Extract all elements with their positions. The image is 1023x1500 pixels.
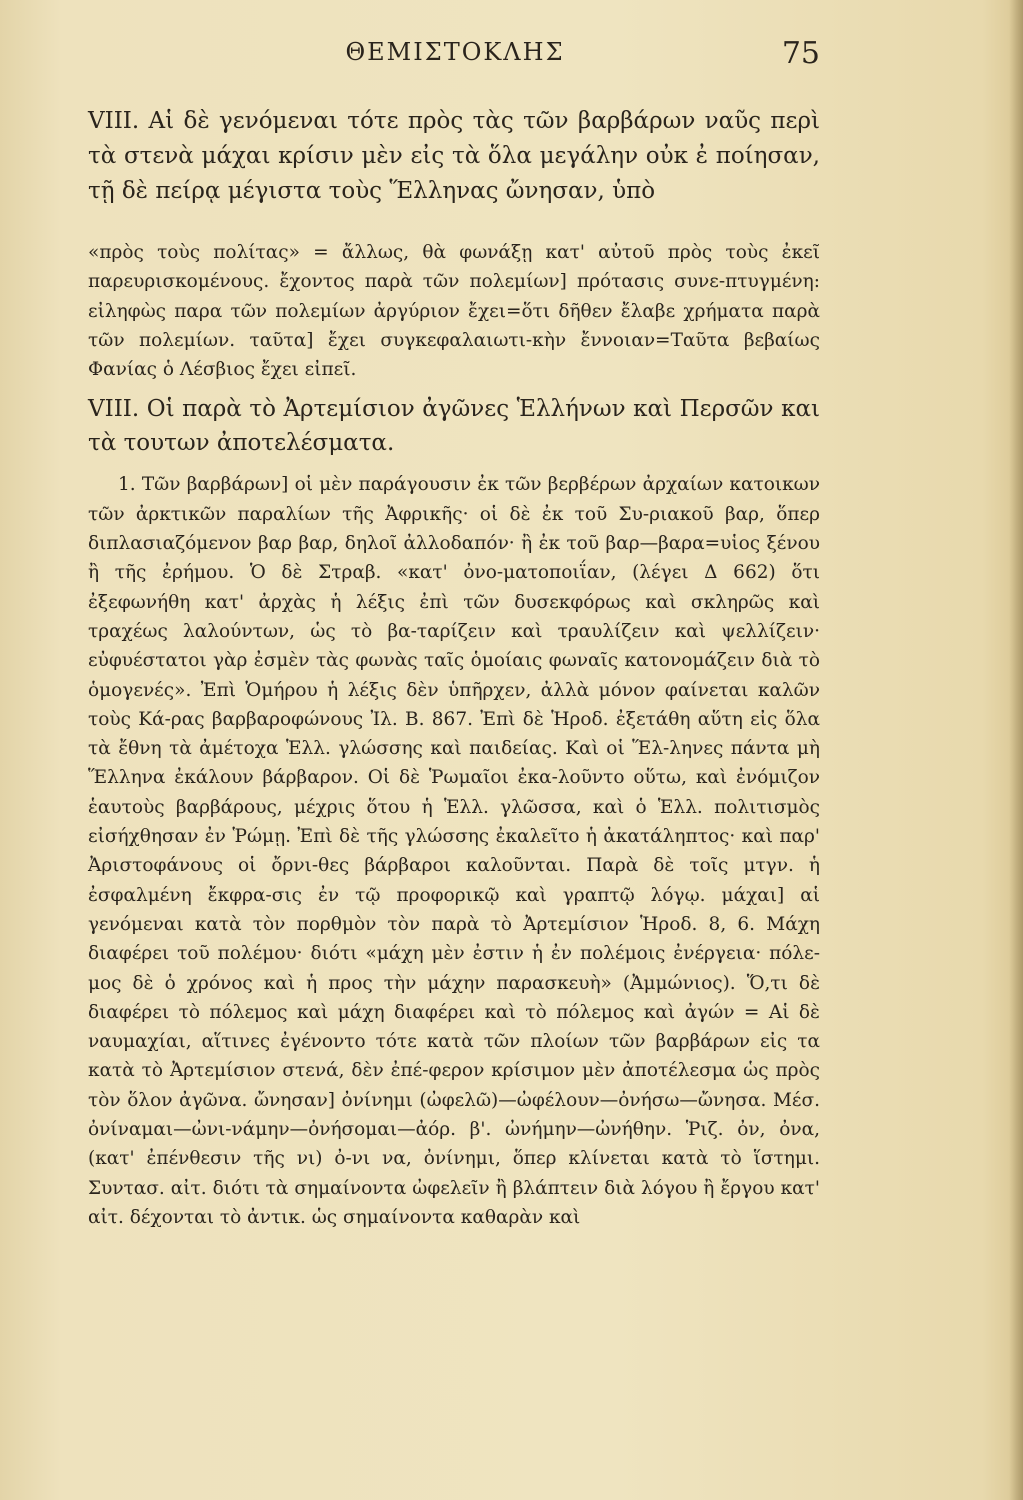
page-number: 75 [781, 36, 820, 71]
note-paragraph-1: «πρὸς τοὺς πολίτας» = ἄλλως, θὰ φωνάξῃ κατ' αὐτοῦ πρὸς τοὺς ἐκεῖ παρευρισκομένους. ἔχοντος παρὰ τῶν πολεμίων] πρότασις συνε-πτυγμένη: εἰληφὼς παρα τῶν πολεμίων ἀργύριον ἔχει=ὅτι δῆθεν ἔλαβε χρήματα παρὰ τῶν πολεμίων. ταῦτα] ἔχει συγκεφαλαιωτι-κὴν ἔννοιαν=Ταῦτα βεβαίως Φανίας ὁ Λέσβιος ἔχει εἰπεῖ. [88, 242, 820, 381]
page-edge-shadow [1009, 0, 1023, 1500]
commentary-notes [88, 238, 820, 1232]
main-paragraph: VIII. Αἱ δὲ γενόμεναι τότε πρὸς τὰς τῶν βαρβάρων ναῦς περὶ τὰ στενὰ μάχαι κρίσιν μὲν εἰς τὰ ὅλα μεγάλην οὐκ ἐ ποίησαν, τῇ δὲ πείρᾳ μέγιστα τοὺς Ἕλληνας ὤνησαν, ὑπὸ [88, 108, 820, 204]
section-heading: VIII. Οἱ παρὰ τὸ Ἀρτεμίσιον ἀγῶνες Ἑλλήνων καὶ Περσῶν και τὰ τουτων ἀποτελέσματα. [88, 396, 820, 457]
main-text-block [88, 104, 820, 209]
running-head: ΘΕΜΙΣΤΟΚΛΗΣ [345, 38, 565, 66]
page-header [90, 36, 820, 76]
note-paragraph-2: 1. Τῶν βαρβάρων] οἱ μὲν παράγουσιν ἐκ τῶν βερβέρων ἀρχαίων κατοικων τῶν ἀρκτικῶν παραλίων τῆς Ἀφρικῆς· οἱ δὲ ἐκ τοῦ Συ-ριακοῦ βαρ, ὅπερ διπλασιαζόμενον βαρ βαρ, δηλοῖ ἀλλοδαπόν· ἢ ἐκ τοῦ βαρ—βαρα=υἱος ξένου ἢ τῆς ἐρήμου. Ὁ δὲ Στραβ. «κατ' ὀνο-ματοποιΐαν, (λέγει Δ 662) ὅτι ἐξεφωνήθη κατ' ἀρχὰς ἡ λέξις ἐπὶ τῶν δυσεκφόρως καὶ σκληρῶς καὶ τραχέως λαλούντων, ὡς τὸ βα-ταρίζειν καὶ τραυλίζειν καὶ ψελλίζειν· εὐφυέστατοι γὰρ ἐσμὲν τὰς φωνὰς ταῖς ὁμοίαις φωναῖς κατονομάζειν διὰ τὸ ὁμογενές». Ἐπὶ Ὁμήρου ἡ λέξις δὲν ὑπῆρχεν, ἀλλὰ μόνον φαίνεται καλῶν τοὺς Κά-ρας βαρβαροφώνους Ἰλ. Β. 867. Ἐπὶ δὲ Ἡροδ. ἐξετάθη αὕτη εἰς ὅλα τὰ ἔθνη τὰ ἀμέτοχα Ἑλλ. γλώσσης καὶ παιδείας. Καὶ οἱ Ἕλ-ληνες πάντα μὴ Ἕλληνα ἐκάλουν βάρβαρον. Οἱ δὲ Ῥωμαῖοι ἐκα-λοῦντο οὕτω, καὶ ἐνόμιζον ἑαυτοὺς βαρβάρους, μέχρις ὅτου ἡ Ἑλλ. γλῶσσα, καὶ ὁ Ἑλλ. πολιτισμὸς εἰσήχθησαν ἐν Ῥώμῃ. Ἐπὶ δὲ τῆς γλώσσης ἐκαλεῖτο ἡ ἀκατάληπτος· καὶ παρ' Ἀριστοφάνους οἱ ὄρνι-θες βάρβαροι καλοῦνται. Παρὰ δὲ τοῖς μτγν. ἡ ἐσφαλμένη ἔκφρα-σις ἐν τῷ προφορικῷ καὶ γραπτῷ λόγῳ. μάχαι] αἱ γενόμεναι κατὰ τὸν πορθμὸν τὸν παρὰ τὸ Ἀρτεμίσιον Ἡροδ. 8, 6. Μάχη διαφέρει τοῦ πολέμου· διότι «μάχη μὲν ἐστιν ἡ ἐν πολέμοις ἐνέργεια· πόλε-μος δὲ ὁ χρόνος καὶ ἡ προς τὴν μάχην παρασκευὴ» (Ἀμμώνιος). Ὅ,τι δὲ διαφέρει τὸ πόλεμος καὶ μάχη διαφέρει καὶ τὸ πόλεμος καὶ ἀγών = Αἱ δὲ ναυμαχίαι, αἵτινες ἐγένοντο τότε κατὰ τῶν πλοίων τῶν βαρβάρων εἰς τα κατὰ τὸ Ἀρτεμίσιον στενά, δὲν ἐπέ-φερον κρίσιμον μὲν ἀποτέλεσμα ὡς πρὸς τὸν ὅλον ἀγῶνα. ὤνησαν] ὀνίνημι (ὠφελῶ)—ὠφέλουν—ὀνήσω—ὤνησα. Μέσ. ὀνίναμαι—ὠνι-νάμην—ὀνήσομαι—ἀόρ. β'. ὠνήμην—ὠνήθην. Ῥιζ. ὀν, ὀνα, (κατ' ἐπένθεσιν τῆς νι) ὀ-νι να, ὀνίνημι, ὅπερ κλίνεται κατὰ τὸ ἵστημι. Συντασ. αἰτ. διότι τὰ σημαίνοντα ὠφελεῖν ἢ βλάπτειν διὰ λόγου ἢ ἔργου κατ' αἰτ. δέχονται τὸ ἀντικ. ὡς σημαίνοντα καθαρὰν καὶ [88, 474, 820, 1228]
